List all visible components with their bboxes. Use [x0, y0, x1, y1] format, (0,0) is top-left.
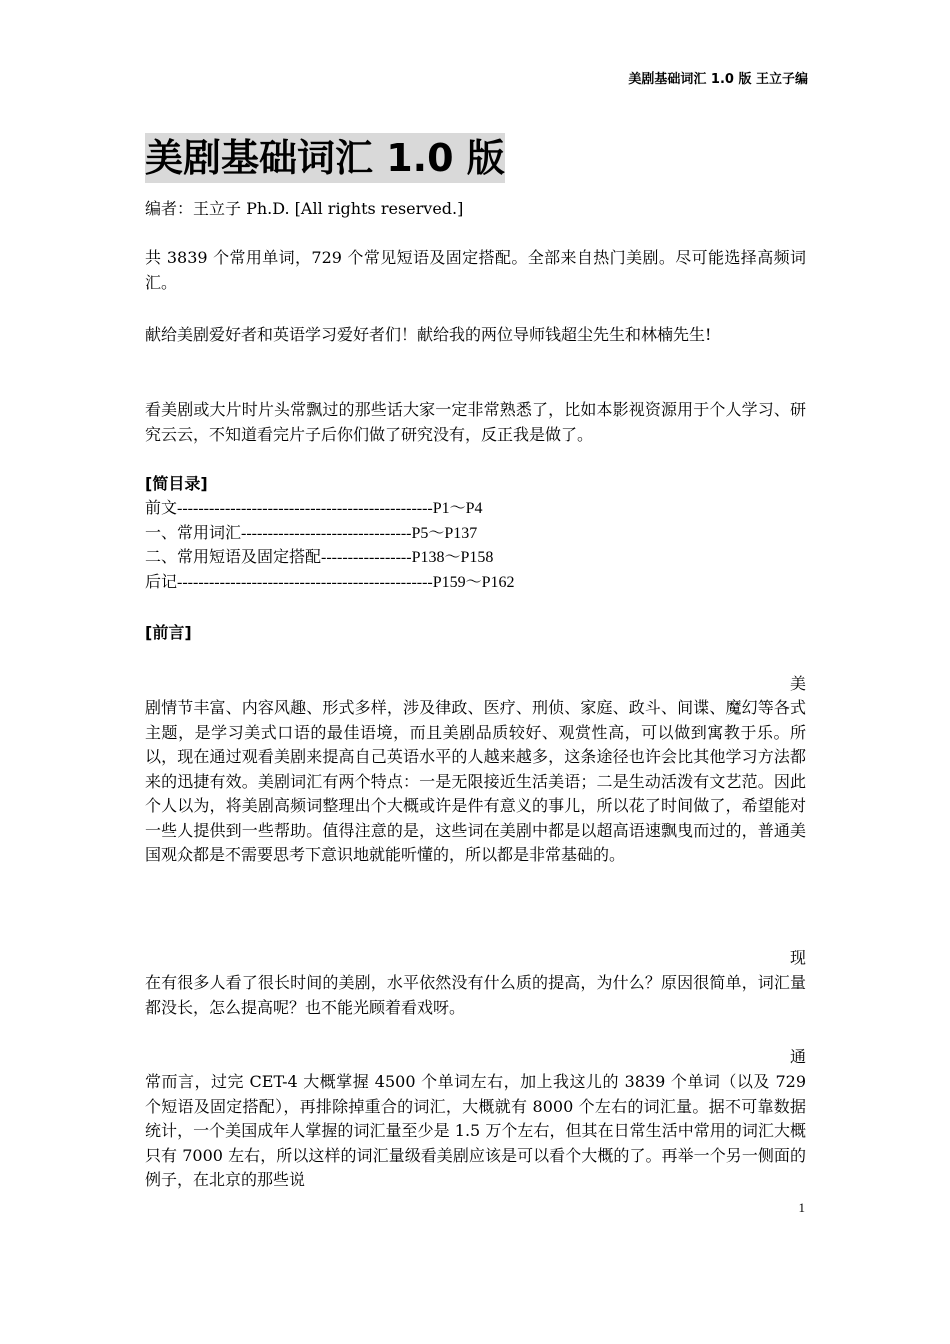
preface-p3-first-char: 通 [789, 1047, 806, 1066]
toc-item-phrases[interactable]: 二、常用短语及固定搭配-----------------P138～P158 [145, 549, 494, 566]
intro-paragraph-3: 看美剧或大片时片头常飘过的那些话大家一定非常熟悉了，比如本影视资源用于个人学习、研究云云，不知道看完片子后你们做了研究没有，反正我是做了。 [145, 400, 806, 444]
intro-paragraph-2: 献给美剧爱好者和英语学习爱好者们！献给我的两位导师钱超尘先生和林楠先生! [145, 325, 712, 344]
page-number: 1 [798, 1200, 805, 1215]
toc-item-preface[interactable]: 前文------------------------------------------------P1～P4 [145, 500, 483, 517]
preface-p1-first-char: 美 [789, 674, 806, 693]
table-of-contents [145, 497, 806, 595]
preface-p2-first-char: 现 [789, 948, 806, 967]
intro-paragraph-1: 共 3839 个常用单词，729 个常见短语及固定搭配。全部来自热门美剧。尽可能选择高频词汇。 [145, 248, 806, 292]
editor-line: 编者：王立子 Ph.D. [All rights reserved.] [145, 199, 464, 218]
toc-item-words[interactable]: 一、常用词汇--------------------------------P5～P137 [145, 524, 478, 542]
toc-item-postscript[interactable]: 后记------------------------------------------------P159～P162 [145, 573, 515, 591]
preface-paragraph-3: 常而言，过完 CET-4 大概掌握 4500 个单词左右，加上我这儿的 3839 个单词（以及 729 个短语及固定搭配），再排除掉重合的词汇，大概就有 8000 个左右的词汇量。据不可靠数据统计，一个美国成年人掌握的词汇量至少是 1.5 万个左右，但其在日常生活中常用的词汇大概只有 7000 左右，所以这样的词汇量级看美剧应该是可以看个大概的了。再举一个另一侧面的例子，在北京的那些说 [145, 1072, 806, 1189]
preface-paragraph-2: 在有很多人看了很长时间的美剧，水平依然没有什么质的提高，为什么？原因很简单，词汇量都没长，怎么提高呢？也不能光顾着看戏呀。 [145, 973, 806, 1017]
document-title: 美剧基础词汇 1.0 版 [145, 133, 505, 183]
running-header: 美剧基础词汇 1.0 版 王立子编 [628, 72, 808, 87]
preface-paragraph-1: 剧情节丰富、内容风趣、形式多样，涉及律政、医疗、刑侦、家庭、政斗、间谍、魔幻等各式主题，是学习美式口语的最佳语境，而且美剧品质较好、观赏性高，可以做到寓教于乐。所以，现在通过观看美剧来提高自己英语水平的人越来越多，这条途径也许会比其他学习方法都来的迅捷有效。美剧词汇有两个特点：一是无限接近生活美语；二是生动活泼有文艺范。因此个人以为，将美剧高频词整理出个大概或许是件有意义的事儿，所以花了时间做了，希望能对一些人提供到一些帮助。值得注意的是，这些词在美剧中都是以超高语速飘曳而过的，普通美国观众都是不需要思考下意识地就能听懂的，所以都是非常基础的。 [145, 698, 806, 864]
preface-heading: [前言] [145, 623, 192, 642]
toc-heading: [简目录] [145, 474, 208, 493]
